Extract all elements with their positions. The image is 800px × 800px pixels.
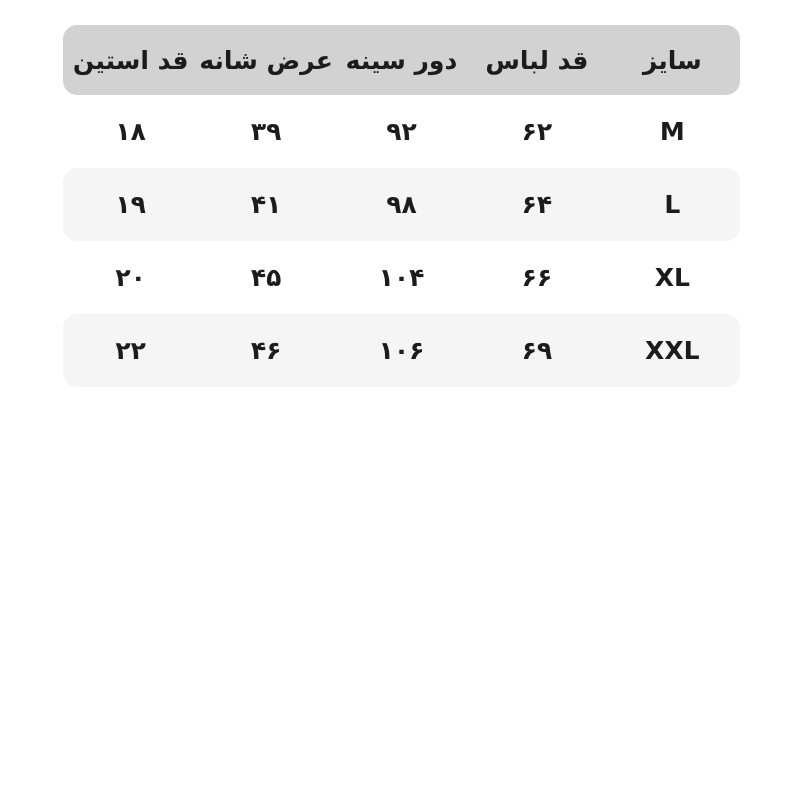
shoulder-width-cell: ۳۹ — [250, 117, 282, 146]
chest-cell: ۹۲ — [386, 117, 417, 146]
size-cell: XXL — [645, 336, 700, 365]
garment-length-cell: ۶۶ — [521, 263, 553, 292]
table-row-xl — [63, 241, 740, 314]
sleeve-length-cell: ۲۲ — [115, 336, 146, 365]
size-chart-header-row — [63, 25, 740, 95]
shoulder-width-cell: ۴۵ — [250, 263, 282, 292]
size-cell: XL — [654, 263, 690, 292]
size-cell: M — [659, 117, 685, 146]
sleeve-length-cell: ۱۹ — [115, 190, 146, 219]
header-cell-chest: دور سینه — [345, 45, 458, 75]
chest-cell: ۱۰۴ — [378, 263, 425, 292]
sleeve-length-cell: ۱۸ — [115, 117, 146, 146]
header-cell-sleeve-length: قد استین — [72, 45, 189, 75]
table-row-xxl — [63, 314, 740, 387]
garment-length-cell: ۶۹ — [521, 336, 553, 365]
sleeve-length-cell: ۲۰ — [115, 263, 146, 292]
shoulder-width-cell: ۴۱ — [250, 190, 282, 219]
table-row-m — [63, 95, 740, 168]
table-row-l — [63, 168, 740, 241]
shoulder-width-cell: ۴۶ — [250, 336, 282, 365]
chest-cell: ۱۰۶ — [378, 336, 425, 365]
header-cell-garment-length: قد لباس — [485, 45, 589, 75]
size-chart-table — [63, 25, 740, 387]
garment-length-cell: ۶۲ — [521, 117, 553, 146]
size-cell: L — [664, 190, 681, 219]
header-cell-shoulder-width: عرض شانه — [199, 45, 333, 75]
header-cell-size: سایز — [642, 45, 702, 75]
chest-cell: ۹۸ — [386, 190, 417, 219]
garment-length-cell: ۶۴ — [521, 190, 553, 219]
